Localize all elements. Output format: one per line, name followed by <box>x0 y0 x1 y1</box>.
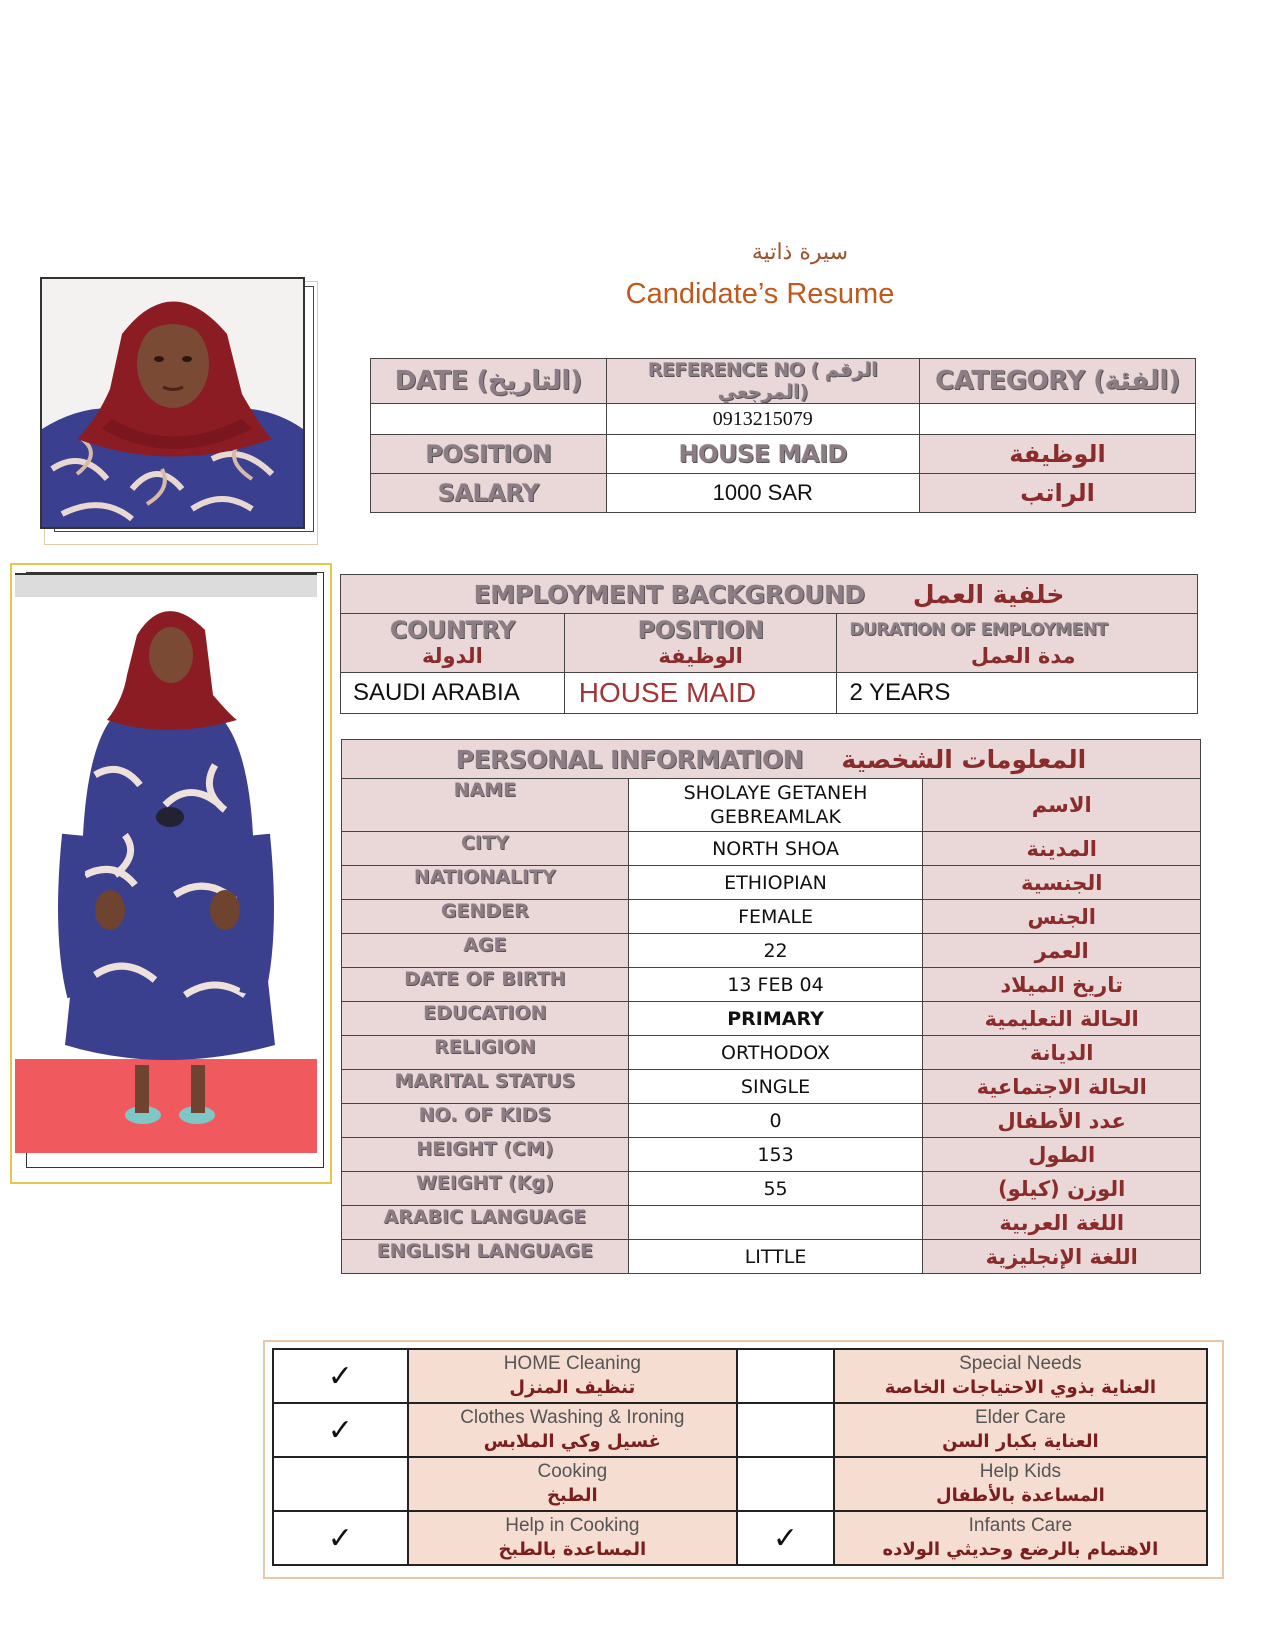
personal-rows <box>342 779 1201 1274</box>
personal-value: 22 <box>628 934 923 968</box>
personal-label: ENGLISH LANGUAGE <box>342 1240 629 1274</box>
personal-arabic: الجنس <box>923 900 1201 934</box>
personal-label: RELIGION <box>342 1036 629 1070</box>
reference-value: 0913215079 <box>606 404 919 435</box>
skill-label-arabic: العناية بذوي الاحتياجات الخاصة <box>884 1377 1157 1398</box>
personal-label: NO. OF KIDS <box>342 1104 629 1138</box>
personal-label: AGE <box>342 934 629 968</box>
skill-cell <box>834 1403 1207 1457</box>
personal-value: NORTH SHOA <box>628 832 923 866</box>
personal-value: 13 FEB 04 <box>628 968 923 1002</box>
personal-value: ORTHODOX <box>628 1036 923 1070</box>
personal-value: PRIMARY <box>628 1002 923 1036</box>
portrait-photo-image <box>42 279 303 527</box>
personal-row <box>342 779 1201 832</box>
personal-arabic: المدينة <box>923 832 1201 866</box>
skill-row <box>273 1511 1207 1565</box>
personal-value: SINGLE <box>628 1070 923 1104</box>
position-value: HOUSE MAID <box>606 435 919 474</box>
duration-header <box>837 614 1198 673</box>
employment-title-cell <box>341 575 1198 614</box>
employment-table <box>340 574 1198 714</box>
skill-row <box>273 1349 1207 1403</box>
category-label: CATEGORY (الفئة) <box>919 359 1195 404</box>
fullbody-photo <box>15 573 317 1153</box>
country-arabic: الدولة <box>421 644 483 668</box>
personal-arabic: الحالة الاجتماعية <box>923 1070 1201 1104</box>
personal-row <box>342 832 1201 866</box>
skill-cell <box>834 1457 1207 1511</box>
skill-cell <box>408 1457 737 1511</box>
employment-title-arabic: خلفية العمل <box>912 579 1065 609</box>
skill-cell <box>408 1349 737 1403</box>
skill-checkbox[interactable]: ✓ <box>273 1511 408 1565</box>
salary-label: SALARY <box>371 474 607 513</box>
country-value: SAUDI ARABIA <box>341 673 565 714</box>
personal-row <box>342 1002 1201 1036</box>
salary-value: 1000 SAR <box>606 474 919 513</box>
skill-row <box>273 1403 1207 1457</box>
portrait-photo <box>40 277 305 529</box>
skill-label-arabic: الاهتمام بالرضع وحديثي الولاده <box>882 1539 1159 1560</box>
reference-label: REFERENCE NO ( الرقم المرجعي) <box>606 359 919 404</box>
employment-title: EMPLOYMENT BACKGROUND <box>473 579 865 609</box>
personal-value: FEMALE <box>628 900 923 934</box>
personal-label: WEIGHT (Kg) <box>342 1172 629 1206</box>
salary-arabic: الراتب <box>919 474 1195 513</box>
personal-row <box>342 1206 1201 1240</box>
personal-row <box>342 1172 1201 1206</box>
personal-row <box>342 1036 1201 1070</box>
personal-arabic: الوزن (كيلو) <box>923 1172 1201 1206</box>
skill-label-arabic: العناية بكبار السن <box>942 1431 1099 1452</box>
skill-row <box>273 1457 1207 1511</box>
personal-arabic: اللغة العربية <box>923 1206 1201 1240</box>
skills-table <box>272 1348 1208 1566</box>
date-label: DATE (التاريخ) <box>371 359 607 404</box>
country-label: COUNTRY <box>389 616 515 644</box>
page-title: Candidate’s Resume <box>625 278 895 310</box>
personal-value <box>628 1206 923 1240</box>
personal-label: EDUCATION <box>342 1002 629 1036</box>
arabic-title: سيرة ذاتية <box>751 240 849 265</box>
skill-label-arabic: تنظيف المنزل <box>509 1377 636 1398</box>
position-label: POSITION <box>371 435 607 474</box>
skill-checkbox[interactable] <box>737 1457 834 1511</box>
personal-arabic: تاريخ الميلاد <box>923 968 1201 1002</box>
personal-row <box>342 1070 1201 1104</box>
skill-label-arabic: المساعدة بالأطفال <box>935 1485 1105 1506</box>
personal-info-table <box>341 739 1201 1274</box>
skill-label: Special Needs <box>959 1353 1082 1374</box>
skill-label: Help in Cooking <box>505 1515 640 1536</box>
personal-arabic: الاسم <box>923 779 1201 832</box>
skill-checkbox[interactable]: ✓ <box>273 1349 408 1403</box>
skill-checkbox[interactable]: ✓ <box>737 1511 834 1565</box>
personal-arabic: الحالة التعليمية <box>923 1002 1201 1036</box>
country-header <box>341 614 565 673</box>
fullbody-photo-image <box>15 575 317 1153</box>
skill-label: Clothes Washing & Ironing <box>460 1407 685 1428</box>
personal-row <box>342 1240 1201 1274</box>
skill-cell <box>408 1403 737 1457</box>
skills-rows <box>273 1349 1207 1565</box>
duration-arabic: مدة العمل <box>970 644 1076 668</box>
skill-label-arabic: المساعدة بالطبخ <box>498 1539 647 1560</box>
skill-checkbox[interactable]: ✓ <box>273 1403 408 1457</box>
personal-label: NAME <box>342 779 629 832</box>
personal-title: PERSONAL INFORMATION <box>455 744 804 774</box>
category-value <box>919 404 1195 435</box>
emp-position-arabic: الوظيفة <box>658 644 743 668</box>
personal-label: ARABIC LANGUAGE <box>342 1206 629 1240</box>
skill-cell <box>834 1349 1207 1403</box>
personal-row <box>342 1138 1201 1172</box>
personal-label: DATE OF BIRTH <box>342 968 629 1002</box>
skill-label: Cooking <box>537 1461 608 1482</box>
skill-checkbox[interactable] <box>737 1349 834 1403</box>
skill-cell <box>834 1511 1207 1565</box>
summary-table <box>370 358 1196 513</box>
personal-arabic: اللغة الإنجليزية <box>923 1240 1201 1274</box>
position-header <box>564 614 837 673</box>
personal-arabic: الديانة <box>923 1036 1201 1070</box>
personal-value: 55 <box>628 1172 923 1206</box>
personal-label: MARITAL STATUS <box>342 1070 629 1104</box>
skill-cell <box>408 1511 737 1565</box>
emp-position-label: POSITION <box>637 616 764 644</box>
personal-row <box>342 934 1201 968</box>
personal-arabic: عدد الأطفال <box>923 1104 1201 1138</box>
skill-label: Help Kids <box>979 1461 1062 1482</box>
skill-checkbox[interactable] <box>737 1403 834 1457</box>
personal-value: 153 <box>628 1138 923 1172</box>
skill-label: HOME Cleaning <box>503 1353 641 1374</box>
skill-label: Infants Care <box>968 1515 1073 1536</box>
position-arabic: الوظيفة <box>919 435 1195 474</box>
skill-label-arabic: غسيل وكي الملابس <box>483 1431 661 1452</box>
personal-value: 0 <box>628 1104 923 1138</box>
personal-value: SHOLAYE GETANEH GEBREAMLAK <box>628 779 923 832</box>
duration-value: 2 YEARS <box>837 673 1198 714</box>
skill-checkbox[interactable] <box>273 1457 408 1511</box>
personal-row <box>342 1104 1201 1138</box>
personal-title-cell <box>342 740 1201 779</box>
personal-value: ETHIOPIAN <box>628 866 923 900</box>
personal-title-arabic: المعلومات الشخصية <box>841 744 1087 774</box>
duration-label: DURATION OF EMPLOYMENT <box>849 620 1108 640</box>
personal-row <box>342 866 1201 900</box>
personal-arabic: العمر <box>923 934 1201 968</box>
personal-value: LITTLE <box>628 1240 923 1274</box>
date-value <box>371 404 607 435</box>
personal-arabic: الجنسية <box>923 866 1201 900</box>
skill-label: Elder Care <box>974 1407 1066 1428</box>
personal-row <box>342 900 1201 934</box>
personal-label: CITY <box>342 832 629 866</box>
personal-arabic: الطول <box>923 1138 1201 1172</box>
personal-label: GENDER <box>342 900 629 934</box>
personal-label: NATIONALITY <box>342 866 629 900</box>
emp-position-value: HOUSE MAID <box>564 673 837 714</box>
personal-row <box>342 968 1201 1002</box>
personal-label: HEIGHT (CM) <box>342 1138 629 1172</box>
skill-label-arabic: الطبخ <box>546 1485 598 1506</box>
